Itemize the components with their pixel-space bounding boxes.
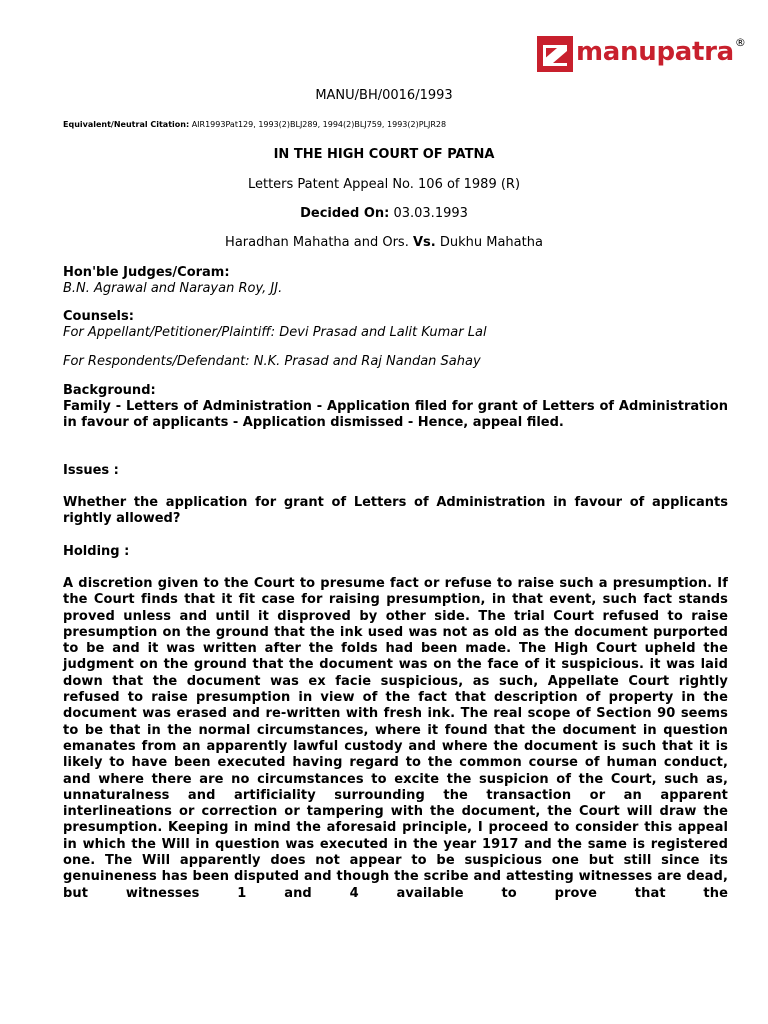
holding-text: A discretion given to the Court to presume fact or refuse to raise such a presumption. If the Court finds that it fit case for raising presumption, in that event, such fact stands proved unless and until it disproved by other side. The trial Court refused to raise presumption on the ground that the ink used was not as old as the document purported to be and it was written after the folds had been made. The High Court upheld the judgment on the ground that the document was on the face of it suspicious. it was laid down that the document was ex facie suspicious, as such, Appellate Court rightly refused to raise presumption in view of the fact that description of property in the document was erased and re-written with fresh ink. The real scope of Section 90 seems to be that in the normal circumstances, where it found that the document in question emanates from an apparently lawful custody and where the document is such that it is likely to have been executed having regard to the common course of human conduct, and where there are no circumstances to excite the suspicion of the Court, such as, unnaturalness and artificiality surrounding the transaction or an apparent interlineations or correction or tampering with the document, the Court will draw the presumption. Keeping in mind the aforesaid principle, I proceed to consider this appeal in which the Will in question was executed in the year 1917 and the same is registered one. The Will apparently does not appear to be suspicious one but still since its genuineness has been disputed and though the scribe and attesting witnesses are dead, but witnesses 1 and 4 available to prove that the [63,576,728,901]
versus-label: Vs. [412,235,436,250]
background-label: Background: [63,383,156,398]
judges-section [63,265,728,297]
judges-label: Hon'ble Judges/Coram: [63,265,230,280]
background-section [63,383,728,431]
holding-label: Holding : [63,544,130,559]
counsel-respondent: For Respondents/Defendant: N.K. Prasad and Raj Nandan Sahay [63,354,481,369]
equivalent-citation [63,120,446,129]
issues-text: Whether the application for grant of Letters of Administration in favour of applicants rightly allowed? [63,495,728,526]
judges-names: B.N. Agrawal and Narayan Roy, JJ. [63,281,283,296]
court-name: IN THE HIGH COURT OF PATNA [273,147,495,162]
logo-wordmark: manupatra [576,37,734,67]
decided-on [0,206,768,221]
decided-on-label: Decided On: [300,206,390,221]
counsel-appellant: For Appellant/Petitioner/Plaintiff: Devi Prasad and Lalit Kumar Lal [63,325,487,340]
manupatra-logo-icon [537,36,573,72]
party-respondent: Dukhu Mahatha [439,235,543,250]
registered-mark: ® [734,35,746,49]
manupatra-logo [537,34,746,74]
case-parties [0,235,768,250]
issues-label: Issues : [63,463,119,478]
decided-on-date: 03.03.1993 [393,206,468,221]
background-text: Family - Letters of Administration - Application filed for grant of Letters of Administration in favour of applicants - Application dismissed - Hence, appeal filed. [63,399,728,430]
party-appellant: Haradhan Mahatha and Ors. [225,235,409,250]
appeal-number: Letters Patent Appeal No. 106 of 1989 (R) [247,177,521,192]
counsels-label: Counsels: [63,309,134,324]
manu-citation: MANU/BH/0016/1993 [315,88,453,103]
counsels-section [63,309,728,341]
equivalent-citation-value: AIR1993Pat129, 1993(2)BLJ289, 1994(2)BLJ759, 1993(2)PLJR28 [191,120,447,129]
equivalent-citation-label: Equivalent/Neutral Citation: [63,120,190,129]
